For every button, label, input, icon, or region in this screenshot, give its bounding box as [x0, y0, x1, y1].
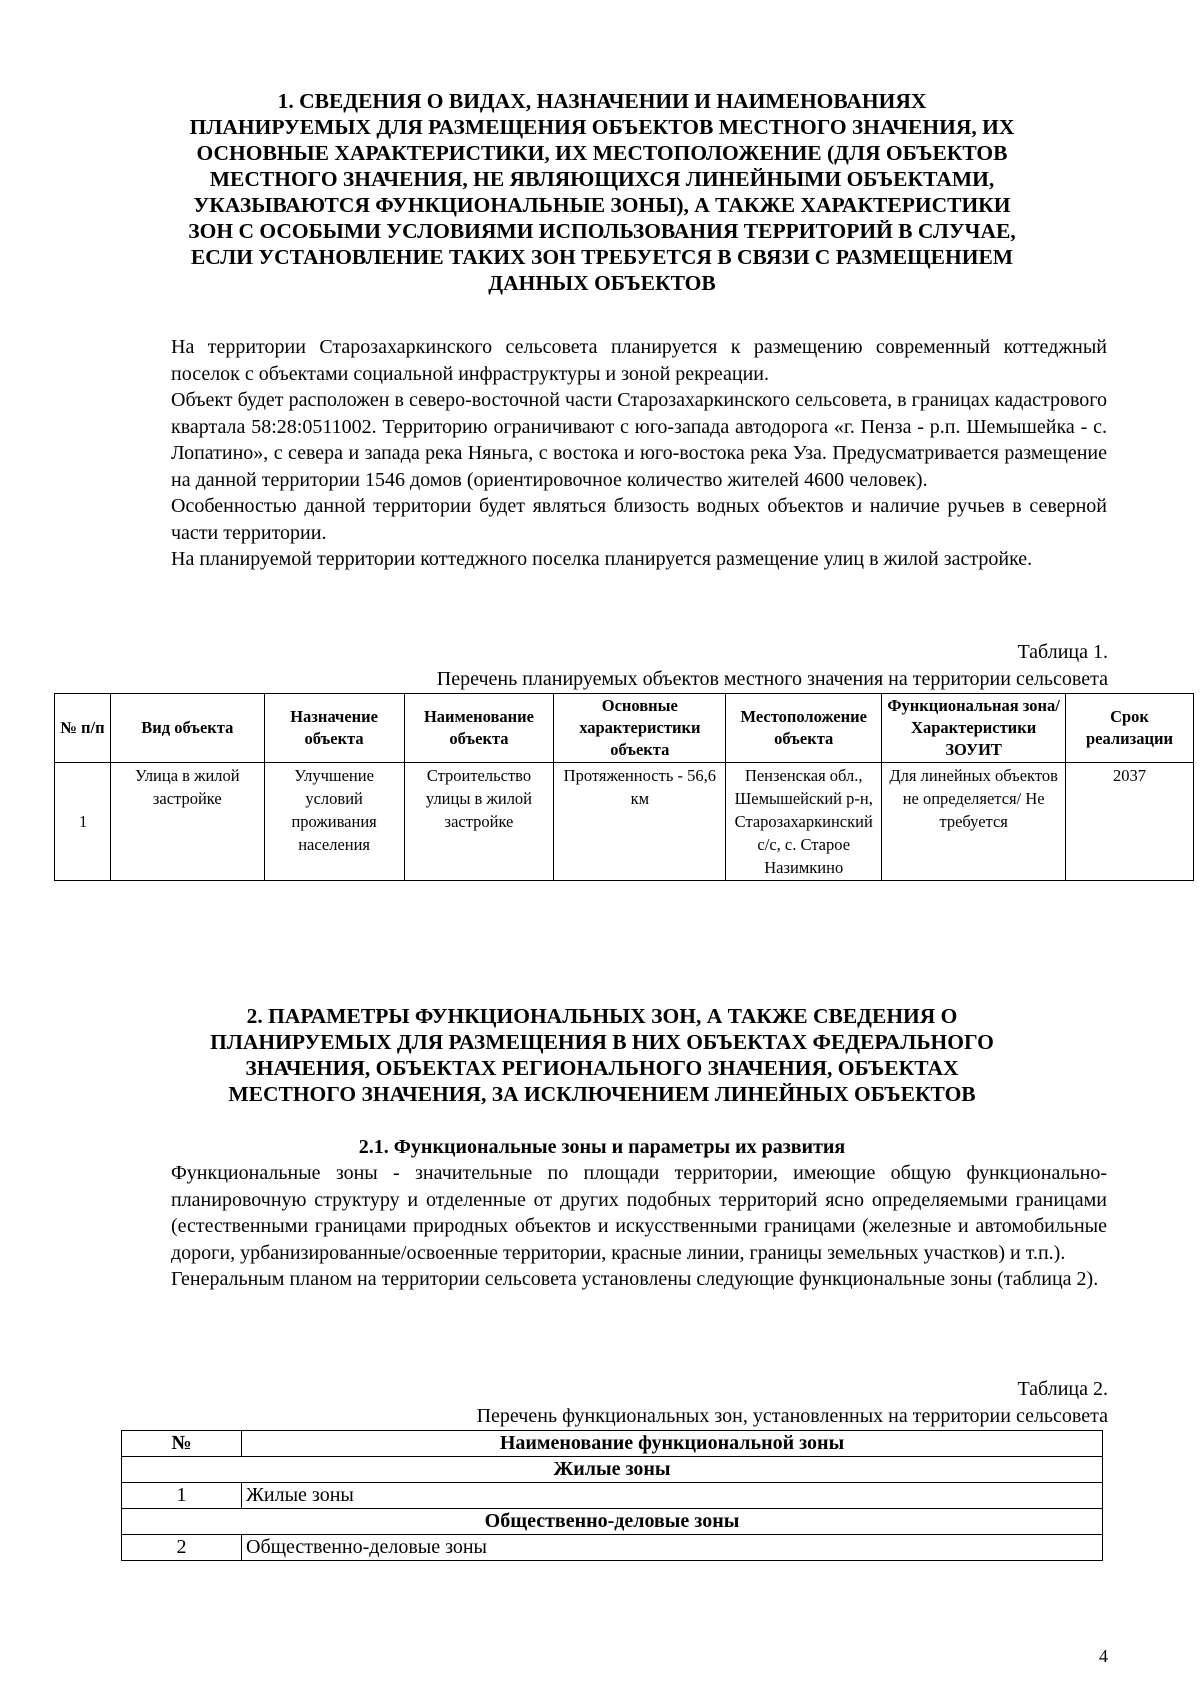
paragraph: На территории Старозахаркинского сельсовета планируется к размещению современный коттеджный поселок с объектами социальной инфраструктуры и зоной рекреации.: [171, 336, 1107, 385]
table-row: [55, 763, 1194, 881]
heading-line: ПЛАНИРУЕМЫХ ДЛЯ РАЗМЕЩЕНИЯ ОБЪЕКТОВ МЕСТНОГО ЗНАЧЕНИЯ, ИХ: [189, 115, 1015, 139]
group-title: Общественно-деловые зоны: [122, 1509, 1103, 1535]
paragraph: Особенностью данной территории будет являться близость водных объектов и наличие ручьев в северной части территории.: [171, 495, 1107, 544]
col-header: Назначение объекта: [264, 694, 404, 763]
heading-line: ДАННЫХ ОБЪЕКТОВ: [488, 271, 716, 295]
table-2: [121, 1430, 1103, 1561]
col-header: № п/п: [55, 694, 111, 763]
cell-zone-name: Жилые зоны: [242, 1483, 1103, 1509]
col-header: Наименование функциональной зоны: [242, 1431, 1103, 1457]
col-header: Местоположение объекта: [726, 694, 882, 763]
cell-num: 1: [122, 1483, 242, 1509]
group-row: [122, 1509, 1103, 1535]
table-1-caption: Перечень планируемых объектов местного значения на территории сельсовета: [436, 668, 1108, 690]
col-header: Основные характеристики объекта: [554, 694, 726, 763]
heading-line: ЗНАЧЕНИЯ, ОБЪЕКТАХ РЕГИОНАЛЬНОГО ЗНАЧЕНИЯ, ОБЪЕКТАХ: [245, 1056, 959, 1080]
cell-zone: Для линейных объектов не определяется/ Не требуется: [882, 763, 1066, 881]
table-row: [122, 1535, 1103, 1561]
heading-line: 1. СВЕДЕНИЯ О ВИДАХ, НАЗНАЧЕНИИ И НАИМЕНОВАНИЯХ: [277, 89, 927, 113]
paragraph: На планируемой территории коттеджного поселка планируется размещение улиц в жилой застройке.: [171, 548, 1033, 570]
table-row: [122, 1483, 1103, 1509]
paragraph: Генеральным планом на территории сельсовета установлены следующие функциональные зоны (таблица 2).: [171, 1268, 1099, 1290]
group-title: Жилые зоны: [122, 1457, 1103, 1483]
cell-characteristics: Протяженность - 56,6 км: [554, 763, 726, 881]
cell-type: Улица в жилой застройке: [110, 763, 264, 881]
cell-num: 2: [122, 1535, 242, 1561]
paragraph: Функциональные зоны - значительные по площади территории, имеющие общую функционально-планировочную структуру и отделенные от других подобных территорий ясно определяемыми границами (естественными границами природных объектов и искусственными границами (железные и автомобильные дороги, урбанизированные/освоенные территории, красные линии, границы земельных участков) и т.п.).: [171, 1162, 1107, 1264]
col-header: Вид объекта: [110, 694, 264, 763]
heading-line: ПЛАНИРУЕМЫХ ДЛЯ РАЗМЕЩЕНИЯ В НИХ ОБЪЕКТАХ ФЕДЕРАЛЬНОГО: [210, 1030, 994, 1054]
group-row: [122, 1457, 1103, 1483]
cell-num: 1: [55, 763, 111, 881]
heading-line: 2. ПАРАМЕТРЫ ФУНКЦИОНАЛЬНЫХ ЗОН, А ТАКЖЕ СВЕДЕНИЯ О: [246, 1004, 958, 1028]
heading-line: МЕСТНОГО ЗНАЧЕНИЯ, ЗА ИСКЛЮЧЕНИЕМ ЛИНЕЙНЫХ ОБЪЕКТОВ: [228, 1082, 976, 1106]
heading-line: МЕСТНОГО ЗНАЧЕНИЯ, НЕ ЯВЛЯЮЩИХСЯ ЛИНЕЙНЫМИ ОБЪЕКТАМИ,: [209, 167, 995, 191]
table-1-label: Таблица 1.: [1017, 641, 1108, 663]
table-header-row: [122, 1431, 1103, 1457]
cell-zone-name: Общественно-деловые зоны: [242, 1535, 1103, 1561]
col-header: Наименование объекта: [404, 694, 554, 763]
heading-line: ЕСЛИ УСТАНОВЛЕНИЕ ТАКИХ ЗОН ТРЕБУЕТСЯ В СВЯЗИ С РАЗМЕЩЕНИЕМ: [190, 245, 1014, 269]
heading-line: УКАЗЫВАЮТСЯ ФУНКЦИОНАЛЬНЫЕ ЗОНЫ), А ТАКЖЕ ХАРАКТЕРИСТИКИ: [193, 193, 1011, 217]
cell-deadline: 2037: [1066, 763, 1194, 881]
cell-name: Строительство улицы в жилой застройке: [404, 763, 554, 881]
col-header: Функциональная зона/Характеристики ЗОУИТ: [882, 694, 1066, 763]
subsection-heading: 2.1. Функциональные зоны и параметры их развития: [358, 1136, 846, 1158]
section-2-body: [171, 1160, 1107, 1293]
col-header: №: [122, 1431, 242, 1457]
cell-purpose: Улучшение условий проживания населения: [264, 763, 404, 881]
section-2-heading: [150, 1003, 1054, 1107]
section-1-heading: [150, 88, 1054, 296]
heading-line: ЗОН С ОСОБЫМИ УСЛОВИЯМИ ИСПОЛЬЗОВАНИЯ ТЕРРИТОРИЙ В СЛУЧАЕ,: [188, 219, 1016, 243]
table-2-caption: Перечень функциональных зон, установленных на территории сельсовета: [476, 1405, 1108, 1427]
section-1-body: [171, 334, 1107, 573]
table-1: [54, 693, 1194, 881]
paragraph: Объект будет расположен в северо-восточной части Старозахаркинского сельсовета, в границах кадастрового квартала 58:28:0511002. Территорию ограничивают с юго-запада автодорога «г. Пенза - р.п. Шемышейка - с. Лопатино», с севера и запада река Няньга, с востока и юго-востока река Уза. Предусматривается размещение на данной территории 1546 домов (ориентировочное количество жителей 4600 человек).: [171, 389, 1107, 491]
cell-location: Пензенская обл., Шемышейский р-н, Старозахаркинский с/с, с. Старое Назимкино: [726, 763, 882, 881]
col-header: Срок реализации: [1066, 694, 1194, 763]
page-number: 4: [1099, 1646, 1108, 1666]
heading-line: ОСНОВНЫЕ ХАРАКТЕРИСТИКИ, ИХ МЕСТОПОЛОЖЕНИЕ (ДЛЯ ОБЪЕКТОВ: [196, 141, 1008, 165]
table-header-row: [55, 694, 1194, 763]
table-2-label: Таблица 2.: [1017, 1378, 1108, 1400]
